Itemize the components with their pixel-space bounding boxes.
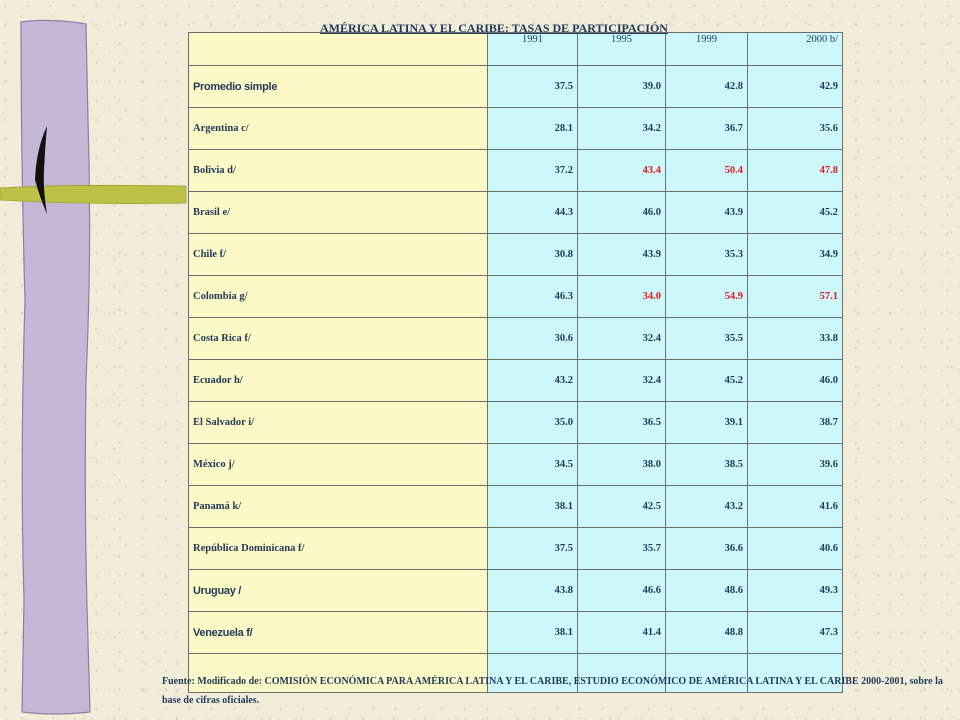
row-label: México j/ bbox=[189, 444, 488, 486]
table-title: AMÉRICA LATINA Y EL CARIBE: TASAS DE PARTICIPACIÓN bbox=[320, 21, 668, 35]
value-cell: 45.2 bbox=[666, 360, 748, 402]
value-cell: 39.6 bbox=[748, 444, 843, 486]
row-label: Argentina c/ bbox=[189, 108, 488, 150]
value-cell: 36.7 bbox=[666, 108, 748, 150]
table-row bbox=[189, 444, 843, 486]
row-label: Bolivia d/ bbox=[189, 150, 488, 192]
table-row bbox=[189, 234, 843, 276]
value-cell: 42.8 bbox=[666, 66, 748, 108]
source-note: Fuente: Modificado de: COMISIÓN ECONÓMICA PARA AMÉRICA LATINA Y EL CARIBE, ESTUDIO ECONÓMICO DE AMÉRICA LATINA Y EL CARIBE 2000-2001, sobre la base de cifras oficiales. bbox=[162, 676, 943, 706]
table-row bbox=[189, 486, 843, 528]
value-cell: 37.5 bbox=[488, 66, 578, 108]
value-cell: 43.9 bbox=[578, 234, 666, 276]
value-cell: 35.0 bbox=[488, 402, 578, 444]
table-row bbox=[189, 66, 843, 108]
value-cell: 45.2 bbox=[748, 192, 843, 234]
column-header: 2000 b/ bbox=[748, 33, 843, 66]
row-label: Costa Rica f/ bbox=[189, 318, 488, 360]
value-cell: 40.6 bbox=[748, 528, 843, 570]
value-cell: 54.9 bbox=[666, 276, 748, 318]
header-label-cell bbox=[189, 33, 488, 66]
value-cell: 35.7 bbox=[578, 528, 666, 570]
row-label: Brasil e/ bbox=[189, 192, 488, 234]
row-label: Promedio simple bbox=[189, 66, 488, 108]
row-label: Ecuador h/ bbox=[189, 360, 488, 402]
value-cell: 48.8 bbox=[666, 612, 748, 654]
row-label: Panamá k/ bbox=[189, 486, 488, 528]
value-cell: 44.3 bbox=[488, 192, 578, 234]
table-row bbox=[189, 402, 843, 444]
value-cell: 35.6 bbox=[748, 108, 843, 150]
value-cell: 42.9 bbox=[748, 66, 843, 108]
value-cell: 43.2 bbox=[666, 486, 748, 528]
purple-vertical-bar bbox=[21, 20, 90, 714]
value-cell: 35.5 bbox=[666, 318, 748, 360]
value-cell: 39.0 bbox=[578, 66, 666, 108]
value-cell: 36.5 bbox=[578, 402, 666, 444]
column-header: 1995 bbox=[578, 33, 666, 66]
value-cell: 46.0 bbox=[748, 360, 843, 402]
table-row bbox=[189, 360, 843, 402]
column-header: 1991 bbox=[488, 33, 578, 66]
table-row bbox=[189, 570, 843, 612]
value-cell: 38.7 bbox=[748, 402, 843, 444]
value-cell: 30.6 bbox=[488, 318, 578, 360]
value-cell: 46.3 bbox=[488, 276, 578, 318]
value-cell: 48.6 bbox=[666, 570, 748, 612]
value-cell: 39.1 bbox=[666, 402, 748, 444]
value-cell: 38.1 bbox=[488, 486, 578, 528]
table-row bbox=[189, 150, 843, 192]
row-label: Venezuela f/ bbox=[189, 612, 488, 654]
value-cell: 37.5 bbox=[488, 528, 578, 570]
value-cell: 34.5 bbox=[488, 444, 578, 486]
table-row bbox=[189, 528, 843, 570]
value-cell: 47.3 bbox=[748, 612, 843, 654]
value-cell: 33.8 bbox=[748, 318, 843, 360]
header-row bbox=[189, 33, 843, 66]
table-row bbox=[189, 612, 843, 654]
value-cell: 35.3 bbox=[666, 234, 748, 276]
value-cell: 49.3 bbox=[748, 570, 843, 612]
value-cell: 34.2 bbox=[578, 108, 666, 150]
value-cell: 43.9 bbox=[666, 192, 748, 234]
value-cell: 28.1 bbox=[488, 108, 578, 150]
value-cell: 36.6 bbox=[666, 528, 748, 570]
value-cell: 46.0 bbox=[578, 192, 666, 234]
row-label: Uruguay / bbox=[189, 570, 488, 612]
value-cell: 41.6 bbox=[748, 486, 843, 528]
value-cell: 34.0 bbox=[578, 276, 666, 318]
value-cell: 37.2 bbox=[488, 150, 578, 192]
table-row bbox=[189, 192, 843, 234]
value-cell: 32.4 bbox=[578, 318, 666, 360]
table-row bbox=[189, 108, 843, 150]
value-cell: 38.0 bbox=[578, 444, 666, 486]
value-cell: 42.5 bbox=[578, 486, 666, 528]
participation-rates-table bbox=[188, 32, 843, 693]
value-cell: 43.4 bbox=[578, 150, 666, 192]
value-cell: 47.8 bbox=[748, 150, 843, 192]
row-label: Colombia g/ bbox=[189, 276, 488, 318]
value-cell: 32.4 bbox=[578, 360, 666, 402]
olive-horizontal-bar bbox=[0, 185, 186, 203]
value-cell: 46.6 bbox=[578, 570, 666, 612]
table-row bbox=[189, 276, 843, 318]
value-cell: 43.2 bbox=[488, 360, 578, 402]
column-header: 1999 bbox=[666, 33, 748, 66]
value-cell: 38.5 bbox=[666, 444, 748, 486]
value-cell: 38.1 bbox=[488, 612, 578, 654]
row-label: Chile f/ bbox=[189, 234, 488, 276]
row-label: El Salvador i/ bbox=[189, 402, 488, 444]
value-cell: 30.8 bbox=[488, 234, 578, 276]
row-label: República Dominicana f/ bbox=[189, 528, 488, 570]
value-cell: 50.4 bbox=[666, 150, 748, 192]
value-cell: 41.4 bbox=[578, 612, 666, 654]
value-cell: 57.1 bbox=[748, 276, 843, 318]
value-cell: 34.9 bbox=[748, 234, 843, 276]
table-row bbox=[189, 318, 843, 360]
value-cell: 43.8 bbox=[488, 570, 578, 612]
